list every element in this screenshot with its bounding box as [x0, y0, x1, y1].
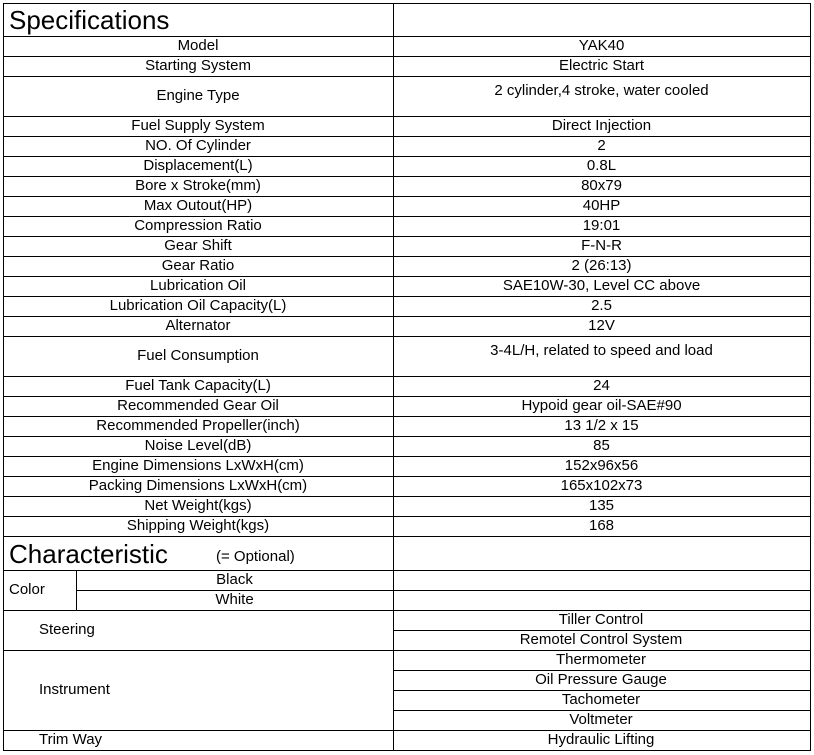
grid-line: [393, 670, 810, 671]
grid-line: [3, 276, 810, 277]
grid-line: [3, 76, 810, 77]
grid-line: [3, 416, 810, 417]
color-option-white: White: [215, 591, 254, 608]
color-option-black: Black: [216, 571, 253, 588]
spec-value: 3-4L/H, related to speed and load: [490, 342, 713, 359]
grid-line: [3, 36, 810, 37]
grid-line: [3, 516, 810, 517]
grid-line: [393, 3, 394, 610]
spec-label: Fuel Tank Capacity(L): [125, 377, 271, 394]
spec-value: Hypoid gear oil-SAE#90: [521, 397, 682, 414]
spec-label: Lubrication Oil: [150, 277, 246, 294]
specifications-title: Specifications: [9, 4, 170, 35]
spec-sheet: [3, 3, 811, 751]
grid-line: [76, 570, 77, 610]
spec-label: Recommended Gear Oil: [117, 397, 279, 414]
steering-option-remote: Remotel Control System: [519, 631, 683, 648]
spec-value: SAE10W-30, Level CC above: [502, 277, 701, 294]
grid-line: [3, 3, 4, 750]
grid-line: [3, 56, 810, 57]
grid-line: [3, 396, 810, 397]
spec-value: 40HP: [582, 197, 621, 214]
spec-label: Engine Type: [156, 87, 240, 104]
grid-line: [3, 750, 811, 751]
trim-way-option-hydraulic: Hydraulic Lifting: [547, 731, 655, 748]
optional-note: (= Optional): [216, 548, 295, 565]
spec-label: Compression Ratio: [134, 217, 262, 234]
grid-line: [3, 136, 810, 137]
grid-line: [393, 630, 810, 631]
grid-line: [3, 116, 810, 117]
spec-label: Packing Dimensions LxWxH(cm): [88, 477, 308, 494]
spec-value: 2.5: [591, 297, 612, 314]
grid-line: [3, 456, 810, 457]
spec-label: Fuel Supply System: [131, 117, 265, 134]
characteristic-title: Characteristic: [9, 538, 168, 569]
instrument-label: Instrument: [39, 681, 110, 698]
grid-line: [810, 3, 811, 750]
grid-line: [3, 316, 810, 317]
grid-line: [3, 296, 810, 297]
grid-line: [3, 730, 810, 731]
grid-line: [3, 650, 810, 651]
grid-line: [393, 710, 810, 711]
grid-line: [3, 570, 810, 571]
spec-label: Bore x Stroke(mm): [135, 177, 261, 194]
spec-label: Lubrication Oil Capacity(L): [109, 297, 287, 314]
grid-line: [3, 236, 810, 237]
spec-value: YAK40: [578, 37, 625, 54]
spec-label: Starting System: [145, 57, 251, 74]
spec-value: 135: [588, 497, 615, 514]
spec-value: 85: [593, 437, 610, 454]
spec-label: Fuel Consumption: [137, 347, 259, 364]
instrument-option-voltmeter: Voltmeter: [569, 711, 633, 728]
spec-value: 12V: [588, 317, 615, 334]
spec-value: 80x79: [581, 177, 622, 194]
spec-value: 168: [588, 517, 615, 534]
spec-value: 165x102x73: [560, 477, 643, 494]
spec-label: Gear Shift: [164, 237, 232, 254]
steering-label: Steering: [39, 621, 95, 638]
spec-value: 152x96x56: [564, 457, 639, 474]
spec-value: Direct Injection: [551, 117, 652, 134]
grid-line: [3, 336, 810, 337]
grid-line: [3, 610, 810, 611]
grid-line: [3, 216, 810, 217]
spec-label: Recommended Propeller(inch): [96, 417, 300, 434]
steering-option-tiller: Tiller Control: [558, 611, 644, 628]
spec-label: Displacement(L): [143, 157, 253, 174]
spec-value: 24: [593, 377, 610, 394]
spec-label: Engine Dimensions LxWxH(cm): [92, 457, 304, 474]
spec-label: Gear Ratio: [161, 257, 235, 274]
spec-label: Shipping Weight(kgs): [126, 517, 270, 534]
spec-value: 2 cylinder,4 stroke, water cooled: [494, 82, 709, 99]
grid-line: [3, 176, 810, 177]
instrument-option-thermometer: Thermometer: [555, 651, 647, 668]
spec-value: 13 1/2 x 15: [564, 417, 639, 434]
instrument-option-tachometer: Tachometer: [561, 691, 641, 708]
trim-way-label: Trim Way: [39, 731, 103, 748]
grid-line: [3, 536, 810, 537]
spec-label: Noise Level(dB): [144, 437, 252, 454]
grid-line: [3, 476, 810, 477]
grid-line: [393, 690, 810, 691]
spec-label: Net Weight(kgs): [144, 497, 252, 514]
spec-value: 0.8L: [586, 157, 617, 174]
spec-label: Alternator: [165, 317, 231, 334]
grid-line: [3, 256, 810, 257]
instrument-option-oil-pressure: Oil Pressure Gauge: [535, 671, 667, 688]
spec-label: Model: [177, 37, 219, 54]
spec-value: Electric Start: [558, 57, 645, 74]
spec-label: NO. Of Cylinder: [145, 137, 251, 154]
grid-line: [3, 196, 810, 197]
spec-value: 2 (26:13): [571, 257, 632, 274]
spec-value: 19:01: [582, 217, 621, 234]
color-label: Color: [9, 581, 45, 598]
spec-label: Max Outout(HP): [143, 197, 253, 214]
grid-line: [3, 496, 810, 497]
spec-value: F-N-R: [581, 237, 622, 254]
grid-line: [3, 436, 810, 437]
grid-line: [3, 156, 810, 157]
grid-line: [393, 610, 394, 750]
grid-line: [3, 376, 810, 377]
spec-value: 2: [597, 137, 606, 154]
grid-line: [76, 590, 810, 591]
grid-line: [3, 3, 810, 4]
